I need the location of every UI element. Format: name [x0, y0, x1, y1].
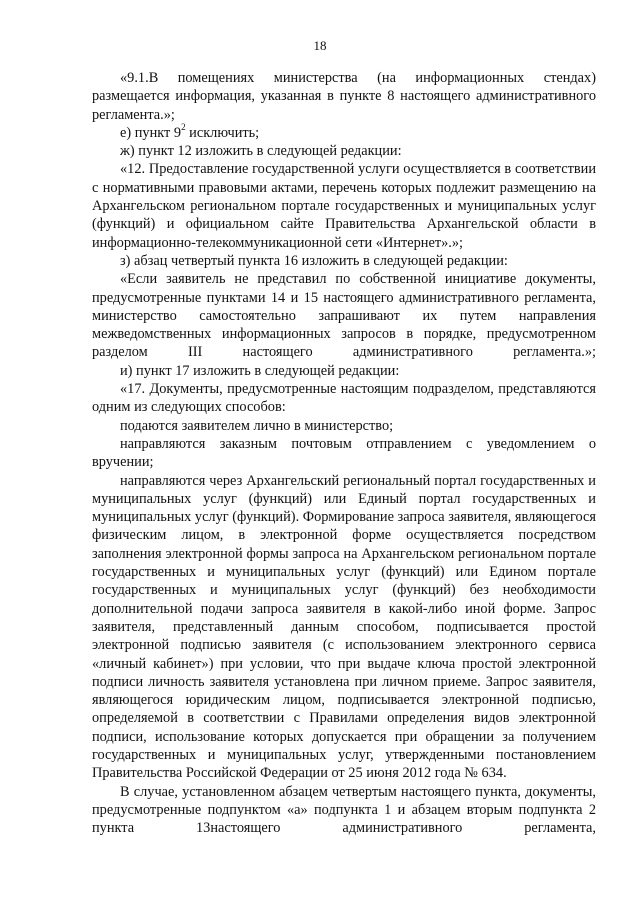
paragraph-via-portal: направляются через Архангельский региональный портал государственных и муниципальных услуг (функций) или Единый портал государственных и муниципальных услуг (функций). Формирование запроса заявителя, являющегося физическим лицом, в электронной форме осуществляется посредством заполнения электронной формы запроса на Архангельском региональном портале государственных и муниципальных услуг (функций) или Едином портале государственных и муниципальных услуг (функций) без необходимости дополнительной подачи запроса заявителя в какой-либо иной форме. Запрос заявителя, представленный данным способом, подписывается простой электронной подписью заявителя (с использованием электронного сервиса «личный кабинет») при условии, что при выдаче ключа простой электронной подписи личность заявителя установлена при личном приеме. Запрос заявителя, являющегося юридическим лицом, подписывается электронной подписью, определяемой в соответствии с Правилами определения видов электронной подписи, использование которых допускается при обращении за получением государственных и муниципальных услуг, утвержденными постановлением Правительства Российской Федерации от 25 июня 2012 года № 634. — [92, 472, 596, 782]
paragraph-17: «17. Документы, предусмотренные настоящим подразделом, представляются одним из следующих способов: — [92, 381, 596, 416]
paragraph-z: з) абзац четвертый пункта 16 изложить в следующей редакции: — [120, 252, 508, 269]
paragraph-quote-16: «Если заявитель не представил по собственной инициативе документы, предусмотренные пунктами 14 и 15 настоящего административного регламента, министерство самостоятельно запрашивают их путем направления межведомственных информационных запросов в порядке, предусмотренном разделом III настоящего административного регламента.»; — [92, 271, 596, 361]
document-body — [92, 69, 596, 837]
superscript: 2 — [181, 122, 186, 133]
paragraph-e-text: е) пункт 9 — [120, 124, 182, 141]
page-number: 18 — [313, 38, 327, 53]
paragraph-e — [92, 124, 596, 142]
paragraph-i: и) пункт 17 изложить в следующей редакции: — [120, 362, 400, 379]
paragraph-e-text-end: исключить; — [185, 124, 260, 141]
paragraph-9-1: «9.1.В помещениях министерства (на информационных стендах) размещается информация, указанная в пункте 8 настоящего административного регламента.»; — [92, 70, 596, 123]
paragraph-in-case: В случае, установленном абзацем четвертым настоящего пункта, документы, предусмотренные подпунктом «а» подпункта 1 и абзацем вторым подпункта 2 пункта 13настоящего административного регламента, — [92, 783, 596, 837]
paragraph-zh: ж) пункт 12 изложить в следующей редакции: — [120, 143, 402, 160]
paragraph-12: «12. Предоставление государственной услуги осуществляется в соответствии с нормативными правовыми актами, перечень которых подлежит размещению на Архангельском региональном портале государственных и муниципальных услуг (функций) и официальном сайте Правительства Архангельской области в информационно-телекоммуникационной сети «Интернет».»; — [92, 161, 596, 251]
paragraph-by-mail: направляются заказным почтовым отправлением с уведомлением о вручении; — [92, 435, 596, 471]
paragraph-in-person: подаются заявителем лично в министерство; — [120, 417, 394, 434]
